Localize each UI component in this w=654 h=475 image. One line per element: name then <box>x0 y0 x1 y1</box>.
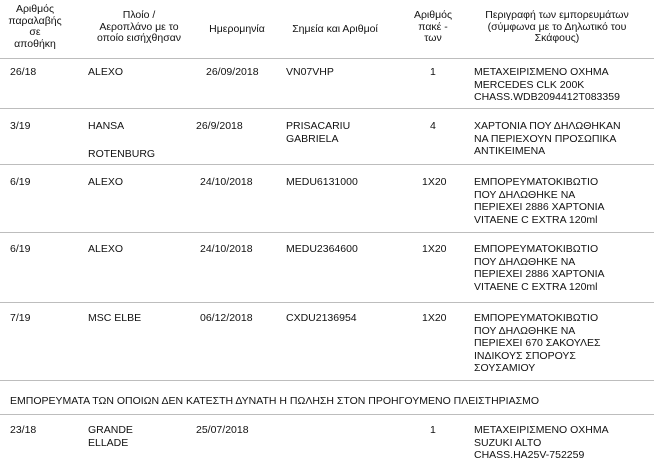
header-packages-line-2: πακέ - <box>418 20 448 33</box>
row-5-description-line-2: ΠΟΥ ΔΗΛΩΘΗΚΕ ΝΑ <box>474 324 576 337</box>
row-2-date: 26/9/2018 <box>196 120 243 132</box>
row-3-date: 24/10/2018 <box>200 176 253 188</box>
row-2-marks-line-1: PRISACARIU <box>286 120 351 132</box>
row-6-date: 25/07/2018 <box>196 424 249 436</box>
row-5-description <box>474 312 601 375</box>
row-3-marks: MEDU6131000 <box>286 176 358 188</box>
row-1-date: 26/09/2018 <box>206 66 259 78</box>
header-receipt-line-4: αποθήκη <box>14 37 56 50</box>
header-packages-line-1: Αριθμός <box>413 9 453 21</box>
row-2-marks <box>286 120 350 145</box>
row-6-vessel-line-1: GRANDE <box>88 424 133 436</box>
row-3-vessel: ALEXO <box>88 176 124 188</box>
row-3-description-line-4: VITAENE C EXTRA 120ml <box>474 213 598 226</box>
header-receipt-line-3: σε <box>29 26 41 38</box>
header-description-line-2: (σύμφωνα με το Δηλωτικό του <box>487 20 627 33</box>
row-6-receipt: 23/18 <box>10 424 37 436</box>
row-2-description-line-3: ΑΝΤΙΚΕΙΜΕΝΑ <box>474 145 546 157</box>
row-5-description-line-3: ΠΕΡΙΕΧΕΙ 670 ΣΑΚΟΥΛΕΣ <box>474 337 601 349</box>
row-3-description-line-2: ΠΟΥ ΔΗΛΩΘΗΚΕ ΝΑ <box>474 188 576 201</box>
row-5-description-line-5: ΣΟΥΣΑΜΙΟΥ <box>474 362 536 374</box>
header-vessel-line-2: Αεροπλάνο με το <box>99 20 179 33</box>
header-receipt-line-1: Αριθμός <box>15 3 55 15</box>
header-receipt-line-2: παραλαβής <box>8 14 62 27</box>
row-3-description-line-3: ΠΕΡΙΕΧΕΙ 2886 ΧΑΡΤΟΝΙΑ <box>474 201 605 213</box>
row-5-divider <box>0 380 654 381</box>
header-packages-line-3: των <box>424 32 442 44</box>
section-divider <box>0 414 654 415</box>
header-marks: Σημεία και Αριθμοί <box>292 23 378 35</box>
row-2-divider <box>0 164 654 165</box>
row-1-marks: VN07VHP <box>286 66 334 78</box>
header-description <box>466 10 648 45</box>
row-6-packages: 1 <box>430 424 436 436</box>
row-6-description-line-1: ΜΕΤΑΧΕΙΡΙΣΜΕΝΟ ΟΧΗΜΑ <box>474 424 609 436</box>
row-4-receipt: 6/19 <box>10 243 31 255</box>
row-6-description-line-2: SUZUKI ALTO <box>474 436 542 449</box>
row-2-receipt: 3/19 <box>10 120 31 132</box>
row-2-vessel-line-2: ROTENBURG <box>88 148 156 160</box>
row-5-description-line-1: ΕΜΠΟΡΕΥΜΑΤΟΚΙΒΩΤΙΟ <box>474 312 599 324</box>
row-4-vessel: ALEXO <box>88 243 124 255</box>
row-3-divider <box>0 232 654 233</box>
header-description-line-1: Περιγραφή των εμπορευμάτων <box>485 9 629 21</box>
row-1-description-line-2: MERCEDES CLK 200K <box>474 78 585 91</box>
row-4-description-line-3: ΠΕΡΙΕΧΕΙ 2886 ΧΑΡΤΟΝΙΑ <box>474 268 605 280</box>
row-1-packages: 1 <box>430 66 436 78</box>
row-1-description-line-3: CHASS.WDB2094412T083359 <box>474 91 620 103</box>
row-5-description-line-4: ΙΝΔΙΚΟΥΣ ΣΠΟΡΟΥΣ <box>474 349 576 362</box>
row-3-receipt: 6/19 <box>10 176 31 188</box>
row-6-description-line-3: CHASS.HA25V-752259 <box>474 449 585 461</box>
row-5-vessel: MSC ELBE <box>88 312 142 324</box>
header-divider <box>0 58 654 59</box>
section-note: ΕΜΠΟΡΕΥΜΑΤΑ ΤΩΝ ΟΠΟΙΩΝ ΔΕΝ ΚΑΤΕΣΤΗ ΔΥΝΑΤΗ Η ΠΩΛΗΣΗ ΣΤΟΝ ΠΡΟΗΓΟΥΜΕΝΟ ΠΛΕΙΣΤΗΡΙΑΣΜΟ <box>10 395 539 407</box>
row-1-description-line-1: ΜΕΤΑΧΕΙΡΙΣΜΕΝΟ ΟΧΗΜΑ <box>474 66 609 78</box>
row-2-marks-line-2: GABRIELA <box>286 132 339 145</box>
row-2-description <box>474 120 621 158</box>
row-2-description-line-2: ΝΑ ΠΕΡΙΕΧΟΥΝ ΠΡΟΣΩΠΙΚΑ <box>474 132 617 145</box>
row-4-description-line-1: ΕΜΠΟΡΕΥΜΑΤΟΚΙΒΩΤΙΟ <box>474 243 599 255</box>
header-date: Ημερομηνία <box>209 23 265 35</box>
row-5-packages: 1X20 <box>422 312 447 324</box>
row-1-receipt: 26/18 <box>10 66 37 78</box>
header-vessel <box>84 10 194 45</box>
row-4-date: 24/10/2018 <box>200 243 253 255</box>
row-4-divider <box>0 302 654 303</box>
row-4-description <box>474 243 605 293</box>
header-vessel-line-1: Πλοίο / <box>122 9 156 21</box>
row-4-marks: MEDU2364600 <box>286 243 358 255</box>
row-6-vessel <box>88 424 133 449</box>
row-5-date: 06/12/2018 <box>200 312 253 324</box>
row-1-divider <box>0 108 654 109</box>
row-4-description-line-2: ΠΟΥ ΔΗΛΩΘΗΚΕ ΝΑ <box>474 255 576 268</box>
row-4-packages: 1X20 <box>422 243 447 255</box>
row-4-description-line-4: VITAENE C EXTRA 120ml <box>474 280 598 293</box>
header-description-line-3: Σκάφους) <box>534 32 580 44</box>
row-2-description-line-1: ΧΑΡΤΟΝΙΑ ΠΟΥ ΔΗΛΩΘΗΚΑΝ <box>474 120 621 132</box>
row-3-description <box>474 176 605 226</box>
row-2-packages: 4 <box>430 120 436 132</box>
row-2-vessel-line-1: HANSA <box>88 120 125 132</box>
row-3-description-line-1: ΕΜΠΟΡΕΥΜΑΤΟΚΙΒΩΤΙΟ <box>474 176 599 188</box>
row-1-description <box>474 66 620 104</box>
row-1-vessel: ALEXO <box>88 66 124 78</box>
row-3-packages: 1X20 <box>422 176 447 188</box>
row-5-marks: CXDU2136954 <box>286 312 357 324</box>
row-6-vessel-line-2: ELLADE <box>88 436 129 449</box>
row-5-receipt: 7/19 <box>10 312 31 324</box>
header-receipt-no <box>4 4 66 50</box>
header-packages <box>404 10 462 45</box>
header-vessel-line-3: οποίο εισήχθησαν <box>96 32 182 44</box>
row-6-description <box>474 424 609 462</box>
